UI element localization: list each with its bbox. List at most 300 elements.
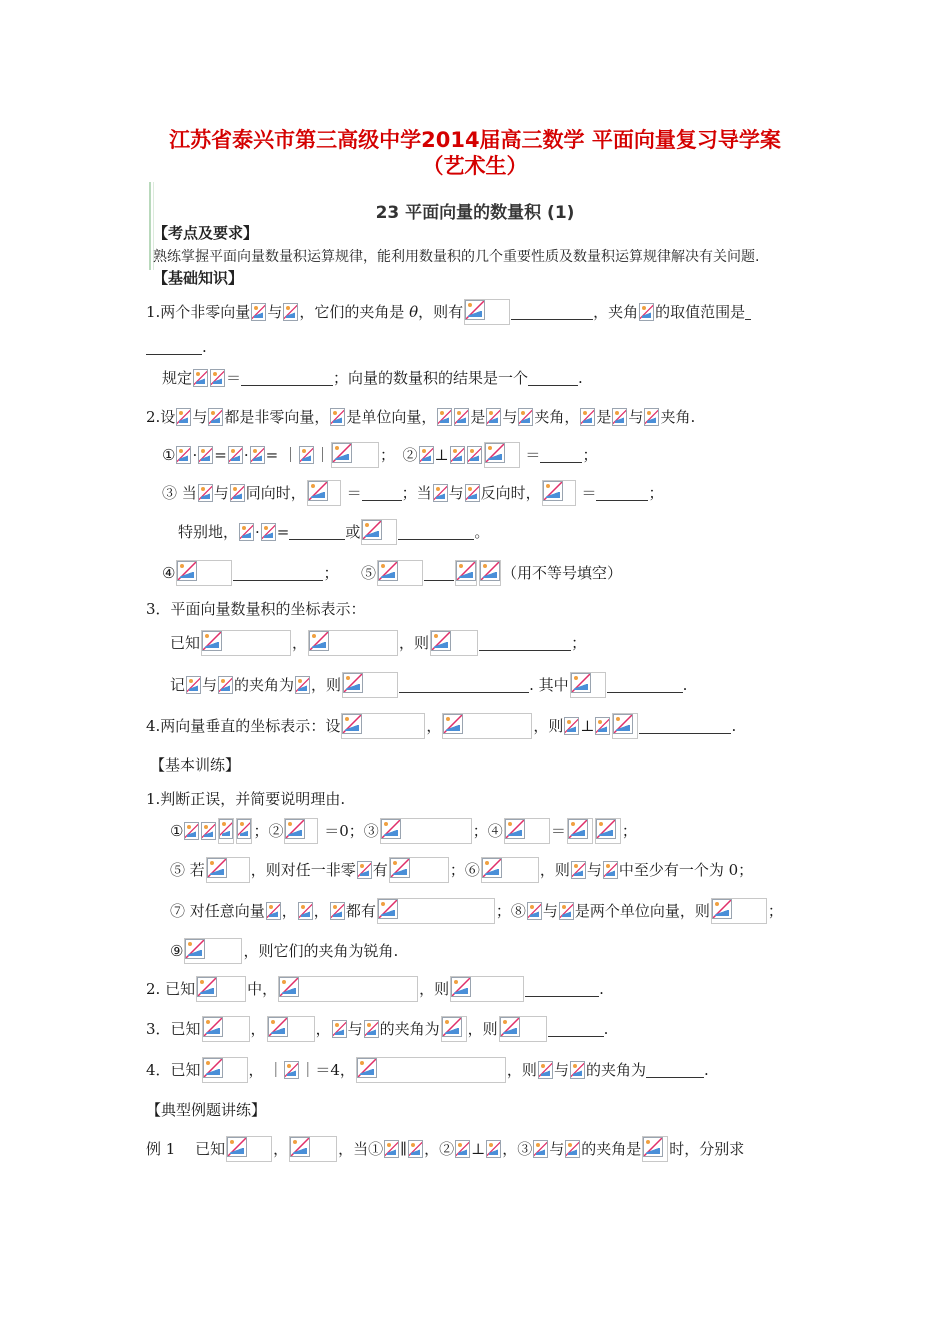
text-fragment: 4．已知	[146, 1061, 201, 1079]
text-fragment: 的夹角为	[585, 1061, 646, 1079]
text-fragment: ④	[162, 564, 176, 582]
image-icon	[299, 446, 314, 464]
doc-subtitle: （艺术生）	[422, 154, 528, 178]
text-fragment: .	[202, 338, 207, 356]
image-icon	[228, 446, 243, 464]
blank[interactable]	[540, 446, 582, 463]
image-icon	[570, 1061, 585, 1079]
blank[interactable]	[399, 676, 529, 693]
image-icon	[210, 369, 225, 387]
text-fragment: .	[703, 1061, 709, 1079]
text-fragment: 与	[347, 1020, 363, 1038]
text-fragment: ⑨	[170, 942, 184, 960]
blank[interactable]	[646, 1061, 704, 1078]
image-icon	[456, 561, 476, 581]
blank[interactable]	[424, 564, 454, 581]
formula-box	[499, 1016, 547, 1042]
image-icon	[309, 631, 329, 651]
requirements-text: 熟练掌握平面向量数量积运算规律，能利用数量积的几个重要性质及数量积运算规律解决有关问题.	[153, 249, 760, 265]
text-fragment: 1.两个非零向量	[146, 303, 251, 321]
text-fragment: ，	[533, 717, 549, 735]
text-fragment: ＝	[550, 822, 566, 840]
item-2-line1	[146, 404, 695, 430]
item-3-line2	[170, 672, 687, 698]
text-fragment: ∥	[400, 1140, 408, 1158]
text-fragment: ；⑥	[449, 861, 480, 879]
item-1-line3	[162, 365, 583, 391]
image-icon	[208, 408, 223, 426]
text-fragment: ，	[313, 902, 329, 920]
text-fragment: 与	[192, 408, 208, 426]
image-icon	[283, 303, 298, 321]
image-icon	[207, 858, 227, 878]
text-fragment: 则	[548, 717, 564, 735]
image-icon	[202, 631, 222, 651]
text-fragment: 与	[628, 408, 644, 426]
text-fragment: 是两个单位向量，则	[574, 902, 710, 920]
text-fragment: ，	[467, 1020, 483, 1038]
text-fragment: 是	[470, 408, 486, 426]
image-icon	[239, 523, 254, 541]
text-fragment: .	[578, 369, 583, 387]
text-fragment: ，	[399, 634, 415, 652]
text-fragment: 与	[586, 861, 602, 879]
image-icon	[568, 819, 588, 839]
text-fragment: ＝	[226, 369, 242, 387]
text-fragment: ①	[162, 446, 176, 464]
section-training: 【基本训练】	[150, 756, 241, 774]
formula-box	[236, 818, 252, 844]
text-fragment: ，	[292, 634, 308, 652]
image-icon	[644, 408, 659, 426]
training-1-line3	[170, 898, 783, 924]
image-icon	[500, 1017, 520, 1037]
image-icon	[186, 676, 201, 694]
item-2-line5	[162, 560, 622, 586]
text-fragment: ·	[255, 523, 260, 541]
text-fragment: 时，分别求	[669, 1140, 745, 1158]
image-icon	[201, 822, 216, 840]
text-fragment: 是	[596, 408, 612, 426]
formula-box	[455, 560, 477, 586]
section-requirements: 【考点及要求】	[153, 224, 259, 242]
image-icon	[712, 899, 732, 919]
text-fragment: ，	[273, 1140, 289, 1158]
image-icon	[480, 561, 500, 581]
text-fragment: ，它们的夹角是	[299, 303, 410, 321]
image-icon	[639, 303, 654, 321]
training-2	[146, 976, 604, 1002]
formula-box	[442, 713, 532, 739]
blank[interactable]	[479, 634, 571, 651]
formula-box	[206, 857, 250, 883]
text-fragment: .	[603, 1020, 609, 1038]
text-fragment: 夹角，	[534, 408, 580, 426]
training-3	[146, 1016, 608, 1042]
text-fragment: ，则	[539, 861, 570, 879]
blank[interactable]	[525, 980, 599, 997]
image-icon	[613, 714, 633, 734]
image-icon	[390, 858, 410, 878]
image-icon	[384, 1140, 399, 1158]
text-fragment: 则	[521, 1061, 537, 1079]
text-fragment: ，	[281, 902, 297, 920]
text-fragment: 与	[213, 484, 229, 502]
image-icon	[603, 861, 618, 879]
image-icon	[308, 481, 328, 501]
image-icon	[332, 443, 352, 463]
image-icon	[378, 561, 398, 581]
text-fragment: 与	[448, 484, 464, 502]
text-fragment: ；	[648, 484, 664, 502]
formula-box	[595, 818, 621, 844]
image-icon	[364, 1020, 379, 1038]
text-fragment: ；	[571, 634, 587, 652]
text-fragment: ；④	[472, 822, 503, 840]
image-icon	[378, 899, 398, 919]
text-fragment: ⊥	[434, 446, 449, 464]
item-3-title	[146, 596, 366, 622]
image-icon	[451, 977, 471, 997]
text-fragment: ②	[402, 446, 418, 464]
image-icon	[595, 717, 610, 735]
image-icon	[251, 303, 266, 321]
formula-box	[389, 857, 449, 883]
formula-box	[342, 672, 398, 698]
item-3-line1	[170, 630, 586, 656]
text-fragment: 已知	[170, 634, 201, 652]
image-icon	[197, 977, 217, 997]
formula-box	[464, 299, 510, 325]
text-fragment: ＝	[525, 446, 541, 464]
formula-box	[377, 898, 495, 924]
formula-box	[504, 818, 550, 844]
formula-box	[377, 560, 423, 586]
text-fragment: 的夹角为	[379, 1020, 440, 1038]
text-fragment: ；	[401, 484, 417, 502]
text-fragment: 3．已知	[146, 1020, 201, 1038]
text-fragment: ；②	[253, 822, 284, 840]
text-fragment: 记	[170, 676, 186, 694]
text-fragment: ，③	[502, 1140, 533, 1158]
blank[interactable]	[362, 484, 402, 501]
formula-box	[356, 1057, 506, 1083]
text-fragment: ①	[170, 822, 184, 840]
image-icon	[612, 408, 627, 426]
image-icon	[290, 1137, 310, 1157]
text-fragment: ，当①	[338, 1140, 384, 1158]
image-icon	[408, 1140, 423, 1158]
blank[interactable]	[745, 303, 751, 320]
text-fragment: 与	[202, 676, 218, 694]
text-fragment: 都是非零向量，	[224, 408, 330, 426]
formula-box	[202, 1057, 248, 1083]
formula-box	[441, 1016, 467, 1042]
text-fragment: ｜	[282, 446, 298, 464]
image-icon	[362, 520, 382, 540]
formula-box	[201, 630, 291, 656]
blank[interactable]	[241, 369, 333, 386]
image-icon	[295, 676, 310, 694]
image-icon	[185, 939, 205, 959]
text-fragment: ，	[419, 980, 435, 998]
formula-box	[380, 818, 472, 844]
text-fragment: =	[265, 446, 279, 464]
image-icon	[176, 446, 191, 464]
image-icon	[250, 446, 265, 464]
formula-box	[308, 630, 398, 656]
blank[interactable]	[528, 369, 578, 386]
image-icon	[455, 1140, 470, 1158]
image-icon	[527, 902, 542, 920]
text-fragment: ；	[582, 446, 598, 464]
image-icon	[433, 484, 448, 502]
text-fragment: .	[682, 676, 688, 694]
image-icon	[571, 861, 586, 879]
formula-box	[176, 560, 232, 586]
formula-box	[612, 713, 638, 739]
formula-box	[267, 1016, 315, 1042]
formula-box	[542, 480, 576, 506]
item-4	[146, 713, 736, 739]
image-icon	[381, 819, 401, 839]
text-fragment: ；向量的数量积的结果是一个	[333, 369, 529, 387]
margin-bar	[149, 182, 151, 270]
section-basic-knowledge: 【基础知识】	[153, 269, 244, 287]
formula-box	[307, 480, 341, 506]
blank[interactable]	[233, 564, 323, 581]
formula-box	[479, 560, 501, 586]
text-fragment: ③ 当	[162, 484, 197, 502]
blank[interactable]	[607, 676, 683, 693]
text-fragment: 是单位向量，	[346, 408, 437, 426]
text-fragment: ，夹角	[593, 303, 639, 321]
text-fragment: .	[731, 717, 737, 735]
image-icon	[357, 1058, 377, 1078]
example-1	[146, 1136, 744, 1162]
text-fragment: ，则	[311, 676, 342, 694]
item-1-line1	[146, 299, 751, 325]
formula-box	[196, 976, 246, 1002]
item-2-line2	[162, 442, 597, 468]
training-4	[146, 1057, 709, 1083]
text-fragment: 中，	[247, 980, 278, 998]
image-icon	[419, 446, 434, 464]
image-icon	[485, 443, 505, 463]
text-fragment: 的取值范围是	[655, 303, 746, 321]
text-fragment: 与	[542, 902, 558, 920]
image-icon	[465, 484, 480, 502]
text-fragment: 特别地，	[178, 523, 239, 541]
image-icon	[437, 408, 452, 426]
blank[interactable]	[289, 523, 345, 540]
training-1-line1	[170, 818, 637, 844]
text-fragment: ⊥	[471, 1140, 486, 1158]
text-fragment: ·	[243, 446, 249, 464]
formula-box	[430, 630, 478, 656]
image-icon	[261, 523, 276, 541]
text-fragment: ⊥	[580, 717, 595, 735]
image-icon	[538, 1061, 553, 1079]
image-icon	[486, 1140, 501, 1158]
image-icon	[298, 902, 313, 920]
text-fragment: =	[276, 523, 290, 541]
text-fragment: 则	[434, 980, 450, 998]
text-fragment: 2. 已知	[146, 980, 196, 998]
image-icon	[198, 484, 213, 502]
text-fragment: 与	[549, 1140, 565, 1158]
image-icon	[227, 1137, 247, 1157]
formula-box	[450, 976, 524, 1002]
text-fragment: ，	[506, 1061, 522, 1079]
text-fragment: . 其中	[529, 676, 569, 694]
text-fragment: 有	[372, 861, 388, 879]
image-icon	[285, 819, 305, 839]
section-examples: 【典型例题讲练】	[146, 1101, 267, 1119]
text-fragment: 反向时，	[480, 484, 541, 502]
image-icon	[218, 676, 233, 694]
image-icon	[177, 561, 197, 581]
text-fragment: ＝0；③	[324, 822, 379, 840]
text-fragment: ｜＝4，	[300, 1061, 355, 1079]
formula-box	[284, 818, 318, 844]
doc-title: 江苏省泰兴市第三高级中学2014届高三数学 平面向量复习导学案	[169, 128, 781, 152]
image-icon	[279, 977, 299, 997]
formula-box	[278, 976, 418, 1002]
image-icon	[237, 819, 251, 839]
image-icon	[518, 408, 533, 426]
text-fragment: ，②	[424, 1140, 455, 1158]
image-icon	[454, 408, 469, 426]
item-1-line2	[146, 334, 207, 360]
text-fragment: 4.两向量垂直的坐标表示：设	[146, 717, 341, 735]
item-2-line3	[162, 480, 663, 506]
blank[interactable]	[146, 338, 202, 355]
lesson-title: 23 平面向量的数量积 (1)	[375, 203, 575, 223]
blank[interactable]	[639, 717, 731, 734]
text-fragment: 中至少有一个为 0；	[618, 861, 754, 879]
image-icon	[343, 673, 363, 693]
text-fragment: 当	[416, 484, 432, 502]
text-fragment: 的夹角是	[581, 1140, 642, 1158]
text-fragment: 的夹角为	[234, 676, 295, 694]
blank[interactable]	[398, 523, 474, 540]
text-fragment: ；⑧	[495, 902, 526, 920]
image-icon	[442, 1017, 462, 1037]
image-icon	[332, 1020, 347, 1038]
formula-box	[570, 672, 606, 698]
image-icon	[486, 408, 501, 426]
text-fragment: .	[599, 980, 604, 998]
blank[interactable]	[548, 1020, 604, 1037]
image-icon	[467, 446, 482, 464]
text-fragment: ，则对任一非零	[250, 861, 356, 879]
formula-box	[341, 713, 425, 739]
image-icon	[482, 858, 502, 878]
image-icon	[571, 673, 591, 693]
text-fragment: ＝	[581, 484, 597, 502]
item-2-line4	[178, 519, 489, 545]
formula-box	[184, 938, 242, 964]
training-1-line4	[170, 938, 398, 964]
formula-box	[361, 519, 397, 545]
blank[interactable]	[596, 484, 648, 501]
image-icon	[559, 902, 574, 920]
image-icon	[184, 822, 199, 840]
formula-box	[481, 857, 539, 883]
image-icon	[203, 1058, 223, 1078]
text-fragment: ；	[621, 822, 637, 840]
text-fragment: 2.设	[146, 408, 176, 426]
image-icon	[176, 408, 191, 426]
text-fragment: ，	[248, 1061, 264, 1079]
image-icon	[465, 300, 485, 320]
formula-box	[218, 818, 234, 844]
text-fragment: 则	[414, 634, 430, 652]
text-fragment: 例 1 已知	[146, 1140, 226, 1158]
text-fragment: ｜	[314, 446, 330, 464]
formula-box	[202, 1016, 250, 1042]
text-fragment: θ	[409, 303, 419, 321]
training-1-line2	[170, 857, 753, 883]
formula-box	[484, 442, 520, 468]
text-fragment: 。	[474, 523, 490, 541]
image-icon	[596, 819, 616, 839]
formula-box	[711, 898, 767, 924]
image-icon	[284, 1061, 299, 1079]
image-icon	[505, 819, 525, 839]
text-fragment: 与	[267, 303, 283, 321]
image-icon	[643, 1137, 663, 1157]
image-icon	[203, 1017, 223, 1037]
text-fragment: ⑤ 若	[170, 861, 205, 879]
text-fragment: 与	[553, 1061, 569, 1079]
text-fragment: 与	[502, 408, 518, 426]
text-fragment: 都有	[345, 902, 376, 920]
formula-box	[226, 1136, 272, 1162]
image-icon	[198, 446, 213, 464]
text-fragment: 或	[345, 523, 361, 541]
image-icon	[330, 408, 345, 426]
training-1-title: 1.判断正误，并简要说明理由.	[146, 790, 346, 808]
image-icon	[533, 1140, 548, 1158]
image-icon	[450, 446, 465, 464]
image-icon	[564, 717, 579, 735]
text-fragment: ⑤	[360, 564, 376, 582]
text-fragment: ；	[323, 564, 331, 582]
text-fragment: ＝	[346, 484, 362, 502]
text-fragment: ｜	[268, 1061, 284, 1079]
formula-box	[642, 1136, 668, 1162]
text-fragment: ；	[767, 902, 783, 920]
image-icon	[268, 1017, 288, 1037]
image-icon	[543, 481, 563, 501]
image-icon	[565, 1140, 580, 1158]
image-icon	[580, 408, 595, 426]
text-fragment: ⑦ 对任意向量	[170, 902, 265, 920]
text-fragment: ，则它们的夹角为锐角.	[243, 942, 399, 960]
text-fragment: 规定	[162, 369, 193, 387]
blank[interactable]	[511, 303, 593, 320]
text-fragment: ，	[315, 1020, 331, 1038]
image-icon	[443, 714, 463, 734]
formula-box	[331, 442, 379, 468]
image-icon	[431, 631, 451, 651]
image-icon	[193, 369, 208, 387]
text-fragment: ，则有	[418, 303, 464, 321]
image-icon	[342, 714, 362, 734]
image-icon	[219, 819, 233, 839]
